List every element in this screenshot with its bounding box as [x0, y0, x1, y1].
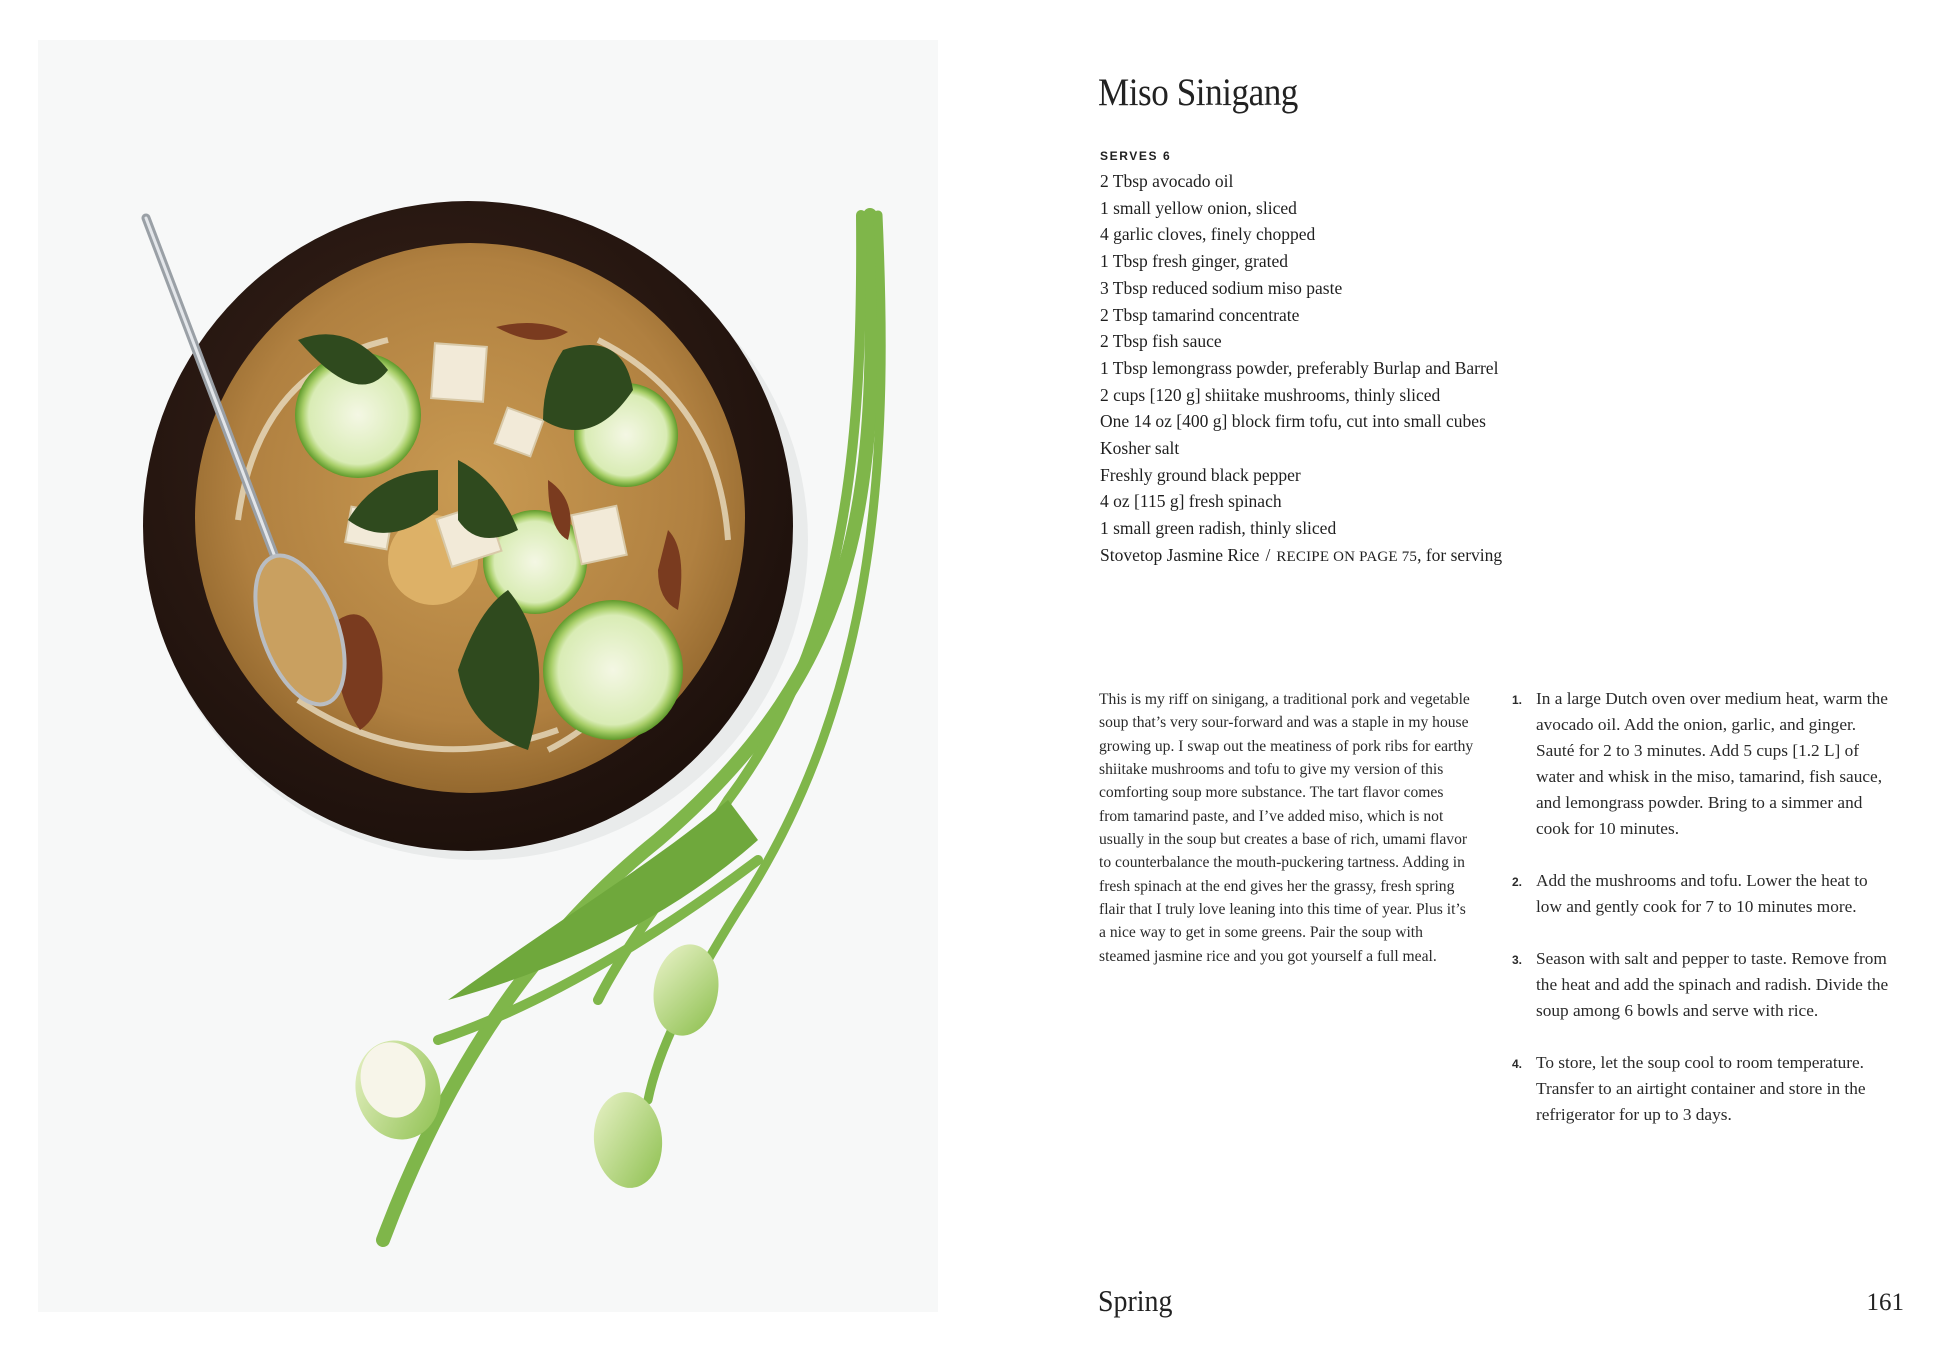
step-number: 2. — [1512, 875, 1523, 889]
method-step — [1512, 686, 1890, 842]
rice-ref-separator: / — [1265, 544, 1271, 565]
page-number: 161 — [1866, 1289, 1904, 1316]
method-steps — [1512, 686, 1890, 1154]
step-text: Season with salt and pepper to taste. Remove from the heat and add the spinach and radish. Divide the soup among 6 bowls and serve with rice. — [1536, 949, 1889, 1020]
ingredient-item: 1 small yellow onion, sliced — [1100, 197, 1297, 218]
ingredient-item: 2 cups [120 g] shiitake mushrooms, thinly sliced — [1100, 384, 1441, 405]
ingredient-item: One 14 oz [400 g] block firm tofu, cut into small cubes — [1100, 411, 1486, 432]
ingredient-item: 1 Tbsp fresh ginger, grated — [1100, 251, 1289, 272]
ingredient-item-rice — [1100, 542, 1502, 571]
ingredient-item: 2 Tbsp tamarind concentrate — [1100, 304, 1300, 325]
step-text: In a large Dutch oven over medium heat, warm the avocado oil. Add the onion, garlic, and ginger. Sauté for 2 to 3 minutes. Add 5 cups [1.2 L] of water and whisk in the miso, tamarind, fish sauce, and lemongrass powder. Bring to a simmer and cook for 10 minutes. — [1536, 689, 1888, 838]
ingredient-item: 1 Tbsp lemongrass powder, preferably Burlap and Barrel — [1100, 357, 1499, 378]
ingredient-item: 1 small green radish, thinly sliced — [1100, 518, 1337, 539]
method-step — [1512, 868, 1890, 920]
ingredient-item: 3 Tbsp reduced sodium miso paste — [1100, 277, 1343, 298]
ingredient-item: 4 oz [115 g] fresh spinach — [1100, 491, 1282, 512]
rice-ref-suffix: , for serving — [1417, 544, 1503, 565]
step-number: 1. — [1512, 693, 1523, 707]
serves-count: SERVES 6 — [1100, 149, 1172, 163]
method-step — [1512, 1050, 1890, 1128]
section-name: Spring — [1098, 1283, 1173, 1318]
soup-bowl-illustration — [38, 40, 938, 1312]
ingredient-list — [1100, 168, 1502, 571]
recipe-intro: This is my riff on sinigang, a traditional pork and vegetable soup that’s very sour-forward and was a staple in my house growing up. I swap out the meatiness of pork ribs for earthy shiitake mushrooms and tofu to give my version of this comforting soup more substance. The tart flavor comes from tamarind paste, and I’ve added miso, which is not usually in the soup but creates a base of rich, umami flavor to counterbalance the mouth-puckering tartness. Adding in fresh spinach at the end gives her the grassy, fresh spring flair that I truly love leaning into this time of year. Plus it’s a nice way to get in some greens. Pair the soup with steamed jasmine rice and you got yourself a full meal. — [1099, 691, 1474, 965]
ingredient-item: Freshly ground black pepper — [1100, 464, 1301, 485]
method-step — [1512, 946, 1890, 1024]
ingredient-item: 2 Tbsp fish sauce — [1100, 331, 1222, 352]
rice-page-reference[interactable]: RECIPE ON PAGE 75 — [1276, 548, 1418, 565]
rice-recipe-name: Stovetop Jasmine Rice — [1100, 544, 1260, 565]
step-text: To store, let the soup cool to room temperature. Transfer to an airtight container and store in the refrigerator for up to 3 days. — [1536, 1053, 1866, 1124]
step-text: Add the mushrooms and tofu. Lower the heat to low and gently cook for 7 to 10 minutes more. — [1536, 871, 1868, 916]
step-number: 3. — [1512, 953, 1523, 967]
ingredient-item: 4 garlic cloves, finely chopped — [1100, 224, 1316, 245]
step-number: 4. — [1512, 1057, 1523, 1071]
ingredient-item: Kosher salt — [1100, 438, 1180, 459]
recipe-title: Miso Sinigang — [1098, 71, 1298, 114]
ingredient-item: 2 Tbsp avocado oil — [1100, 171, 1234, 191]
recipe-photo — [38, 40, 938, 1312]
